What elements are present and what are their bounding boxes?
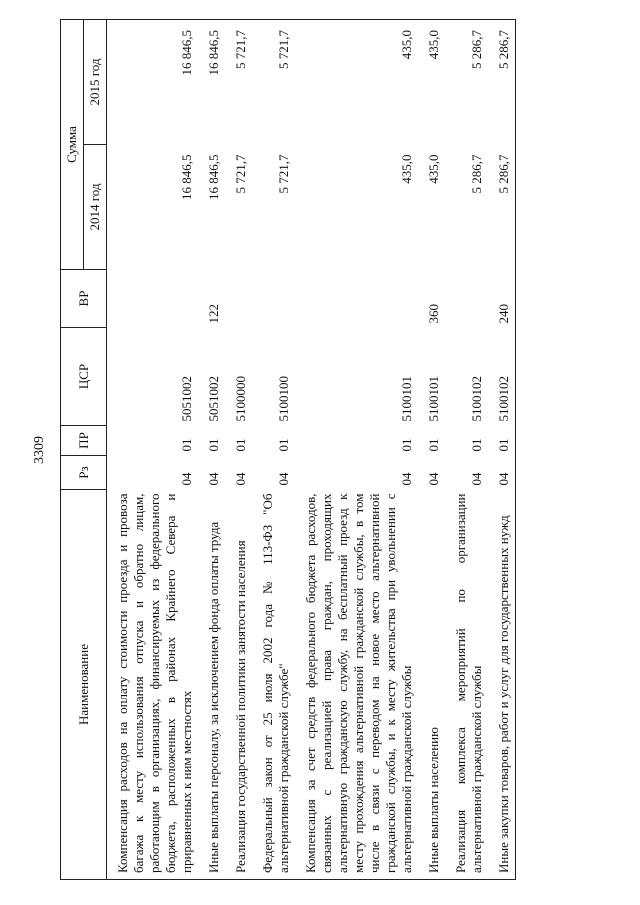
row-vr <box>107 270 199 328</box>
row-name: Реализация комплекса мероприятий по организации альтернативной гражданской службы <box>445 490 488 880</box>
row-sum-2015: 16 846,5 <box>107 20 199 145</box>
row-name: Иные выплаты персоналу, за исключением фонда оплаты труда <box>198 490 225 880</box>
header-vr: ВР <box>61 270 107 328</box>
row-pr: 01 <box>233 438 248 452</box>
row-csr: 5100101 <box>399 376 414 422</box>
row-vr: 360 <box>426 304 441 324</box>
row-vr <box>445 270 488 328</box>
table-row <box>445 20 488 880</box>
row-pr: 01 <box>179 438 194 452</box>
row-sum-2015: 5 286,7 <box>488 20 516 145</box>
row-vr <box>295 270 418 328</box>
row-vr: 240 <box>488 270 516 328</box>
header-pr: ПР <box>61 426 107 456</box>
row-rz: 04 <box>233 472 248 486</box>
row-pr: 01 <box>426 438 441 452</box>
table-row <box>225 20 252 880</box>
row-vr <box>252 270 295 328</box>
table-row <box>295 20 418 880</box>
table-row <box>488 20 516 880</box>
row-sum-2014: 5 721,7 <box>276 154 291 194</box>
row-sum-2014: 16 846,5 <box>206 154 221 200</box>
rotated-page <box>32 20 620 880</box>
row-csr: 5100102 <box>469 376 484 422</box>
row-sum-2014: 435,0 <box>426 154 441 184</box>
row-sum-2015: 435,0 <box>295 20 418 145</box>
row-name: Федеральный закон от 25 июля 2002 года № 113-ФЗ "Об альтернативной гражданской службе" <box>252 490 295 880</box>
row-rz: 04 <box>426 472 441 486</box>
row-csr: 5100102 <box>488 328 516 426</box>
row-rz: 04 <box>276 472 291 486</box>
table-row <box>418 20 445 880</box>
row-sum-2014: 5 721,7 <box>233 154 248 194</box>
row-vr <box>225 270 252 328</box>
row-rz: 04 <box>469 472 484 486</box>
header-year-2015: 2015 год <box>84 20 107 145</box>
row-sum-2014: 16 846,5 <box>179 154 194 200</box>
table-header <box>61 20 107 880</box>
row-rz: 04 <box>206 472 221 486</box>
row-rz: 04 <box>179 472 194 486</box>
row-pr: 01 <box>276 438 291 452</box>
row-rz: 04 <box>488 456 516 490</box>
budget-table <box>60 19 516 880</box>
page-number: 3309 <box>32 436 47 464</box>
header-sum: Сумма <box>61 20 84 270</box>
row-pr: 01 <box>399 438 414 452</box>
row-name: Иные закупки товаров, работ и услуг для государственных нужд <box>488 490 516 880</box>
row-sum-2015: 5 721,7 <box>252 20 295 145</box>
row-name: Компенсация за счет средств федерального бюджета расходов, связанных с реализацией права граждан, проходящих альтернативную гражданскую службу, на бесплатный проезд к месту прохождения альтернативной гражданской службы, в том числе в связи с переводом на новое место альтернативной гражданской службы, и к месту жительства при увольнении с альтернативной гражданской службы <box>295 490 418 880</box>
table-row <box>198 20 225 880</box>
row-sum-2015: 5 721,7 <box>225 20 252 145</box>
header-year-2014: 2014 год <box>84 145 107 270</box>
row-sum-2014: 5 286,7 <box>488 145 516 270</box>
row-sum-2015: 16 846,5 <box>198 20 225 145</box>
row-pr: 01 <box>206 438 221 452</box>
row-sum-2014: 435,0 <box>399 154 414 184</box>
row-sum-2015: 5 286,7 <box>445 20 488 145</box>
row-pr: 01 <box>469 438 484 452</box>
row-pr: 01 <box>488 426 516 456</box>
header-rz: Рз <box>61 456 107 490</box>
table-body <box>107 20 516 880</box>
header-csr: ЦСР <box>61 328 107 426</box>
row-sum-2014: 5 286,7 <box>469 154 484 194</box>
table-row <box>107 20 199 880</box>
row-rz: 04 <box>399 472 414 486</box>
row-vr: 122 <box>206 304 221 324</box>
row-csr: 5100000 <box>233 376 248 422</box>
row-name: Реализация государственной политики занятости населения <box>225 490 252 880</box>
row-csr: 5100101 <box>426 376 441 422</box>
row-name: Компенсация расходов на оплату стоимости проезда и провоза багажа к месту использования отпуска и обратно лицам, работающим в организациях, финансируемых из федерального бюджета, расположенных в районах Крайнего Севера и приравненных к ним местностях <box>107 490 199 880</box>
row-sum-2015: 435,0 <box>418 20 445 145</box>
row-csr: 5100100 <box>276 376 291 422</box>
row-csr: 5051002 <box>206 376 221 422</box>
row-csr: 5051002 <box>179 376 194 422</box>
table-row <box>252 20 295 880</box>
row-name: Иные выплаты населению <box>418 490 445 880</box>
header-name: Наименование <box>61 490 107 880</box>
